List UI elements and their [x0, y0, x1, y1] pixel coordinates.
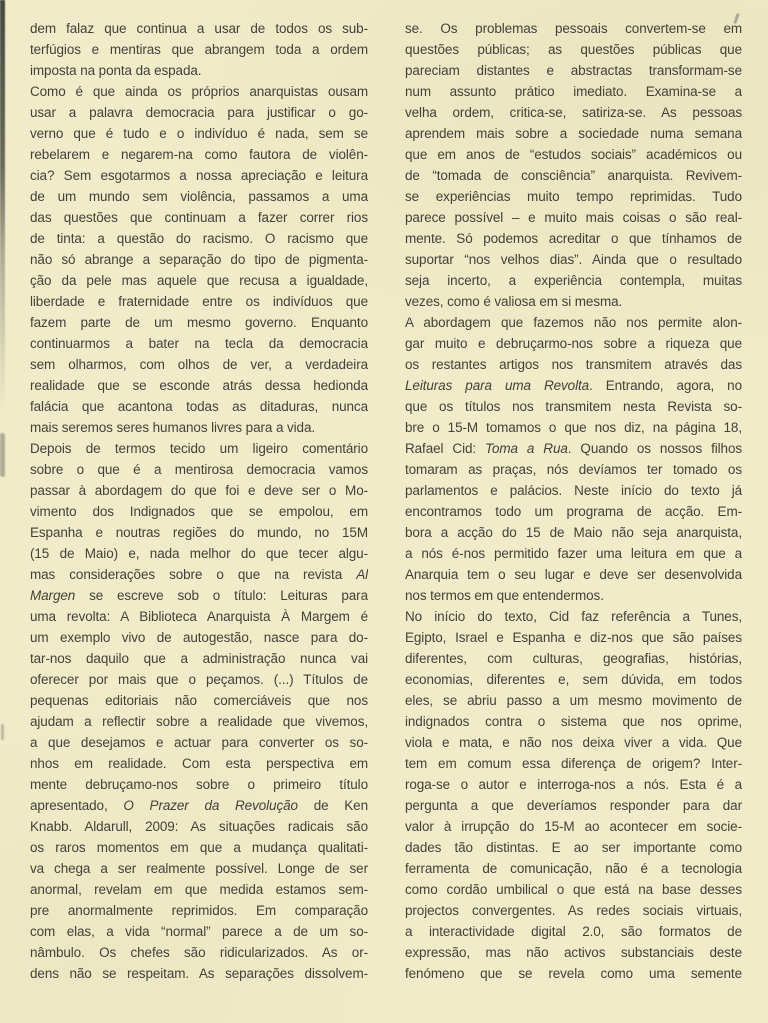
text-line: Egipto, Israel e Espanha e diz-nos que são países — [405, 630, 742, 645]
text-line: com elas, a vida “normal” parece a de um so- — [30, 924, 368, 939]
text-line: sem olharmos, com olhos de ver, a verdadeira — [30, 357, 368, 372]
text-line: fenómeno que se revela como uma semente — [405, 966, 742, 981]
text-line: mente debruçamo-nos sobre o primeiro título — [30, 777, 368, 792]
text-line: bora a acção do 15 de Maio não seja anarquista, — [405, 525, 742, 540]
text-line: nos termos em que entendermos. — [405, 588, 604, 603]
text-line: terfúgios e mentiras que abrangem toda a ordem — [30, 42, 368, 57]
text-line: velha ordem, critica-se, satiriza-se. As pessoas — [405, 105, 742, 120]
text-line: eles, se abriu passo a um mesmo movimento de — [405, 693, 742, 708]
text-line: A abordagem que fazemos não nos permite alon- — [405, 315, 742, 330]
text-line: economias, diferentes e, sem dúvida, em todos — [405, 672, 742, 687]
text-line: uma revolta: A Biblioteca Anarquista À Margem é — [30, 609, 368, 624]
text-line: a nós é-nos permitido fazer uma leitura em que a — [405, 546, 742, 561]
text-line: ção da pele mas aquele que recusa a igualdade, — [30, 273, 368, 288]
text-line: Anarquia tem o seu lugar e deve ser desenvolvida — [405, 567, 742, 582]
text-line: ferramenta de comunicação, não é a tecnologia — [405, 861, 742, 876]
text-line: realidade que se esconde atrás dessa hedionda — [30, 378, 368, 393]
text-line: No início do texto, Cid faz referência a Tunes, — [405, 609, 742, 624]
text-column-left — [30, 18, 368, 984]
text-line: gar muito e debruçarmo-nos sobre a riqueza que — [405, 336, 742, 351]
text-line: viola e mata, e não nos deixa viver a vida. Que — [405, 735, 742, 750]
text-line: a interactividade digital 2.0, são formatos de — [405, 924, 742, 939]
text-line: falácia que acantona todas as ditaduras, nunca — [30, 399, 368, 414]
text-line: pequenas editoriais não comerciáveis que nos — [30, 693, 368, 708]
text-line: bre o 15-M tomamos o que nos diz, na página 18, — [405, 420, 742, 435]
scan-edge-shadow — [0, 0, 5, 410]
text-line: que os títulos nos transmitem nesta Revista so- — [405, 399, 742, 414]
text-line: um exemplo vivo de autogestão, nasce para do- — [30, 630, 368, 645]
text-line: pareciam distantes e abstractas transformam-se — [405, 63, 742, 78]
text-line: imposta na ponta da espada. — [30, 63, 202, 78]
text-line: fazem parte de um mesmo governo. Enquanto — [30, 315, 368, 330]
text-line: oferecer por mais que o peçamos. (...) Títulos de — [30, 672, 368, 687]
text-line: verno que é tudo e o indivíduo é nada, sem se — [30, 126, 368, 141]
text-line: de um mundo sem violência, passamos a uma — [30, 189, 368, 204]
text-line: se experiências muito tempo reprimidas. Tudo — [405, 189, 742, 204]
text-line: pre anormalmente reprimidos. Em comparação — [30, 903, 368, 918]
text-line: liberdade e fraternidade entre os indivíduos que — [30, 294, 368, 309]
text-line: sobre o que é a mentirosa democracia vamos — [30, 462, 368, 477]
text-line: va chega a ser realmente possível. Longe de ser — [30, 861, 368, 876]
text-line: das questões que continuam a fazer correr rios — [30, 210, 368, 225]
text-line: que em anos de “estudos sociais” académicos ou — [405, 147, 742, 162]
scan-speck — [1, 724, 4, 740]
text-line: projectos convergentes. As redes sociais virtuais, — [405, 903, 742, 918]
text-line: a que desejamos e actuar para converter os so- — [30, 735, 368, 750]
text-line: não só abrange a separação do tipo de pigmenta- — [30, 252, 368, 267]
text-line: expressão, mas não activos substanciais deste — [405, 945, 742, 960]
text-line: ajudam a reflectir sobre a realidade que vivemos, — [30, 714, 368, 729]
text-line: Depois de termos tecido um ligeiro comentário — [30, 441, 368, 456]
text-line: mente. Só podemos acreditar o que tínhamos de — [405, 231, 742, 246]
text-line: indignados contra o sistema que nos oprime, — [405, 714, 742, 729]
text-line: parlamentos e palácios. Neste início do texto já — [405, 483, 742, 498]
text-line: (15 de Maio) e, nada melhor do que tecer algu- — [30, 546, 368, 561]
text-line: parece possível – e muito mais coisas o são real- — [405, 210, 742, 225]
scan-speck — [0, 433, 5, 477]
text-line: nâmbulo. Os chefes são ridicularizados. As or- — [30, 945, 368, 960]
text-line: apresentado, O Prazer da Revolução de Ken — [30, 798, 368, 813]
text-line: Rafael Cid: Toma a Rua. Quando os nossos filhos — [405, 441, 742, 456]
text-line: roga-se o autor e interroga-nos a nós. Esta é a — [405, 777, 742, 792]
text-line: dades tão distintas. E ao ser importante como — [405, 840, 742, 855]
text-line: dem falaz que continua a usar de todos os sub- — [30, 21, 368, 36]
text-line: de “tomada de consciência” anarquista. Revivem- — [405, 168, 742, 183]
text-line: dens não se respeitam. As separações dissolvem- — [30, 966, 368, 981]
text-line: se. Os problemas pessoais convertem-se em — [405, 21, 742, 36]
text-line: tem em comum essa diferença de origem? Inter- — [405, 756, 742, 771]
text-line: cia? Sem esgotarmos a nossa apreciação e leitura — [30, 168, 368, 183]
text-line: de tinta: a questão do racismo. O racismo que — [30, 231, 368, 246]
text-line: valor à irrupção do 15-M ao acontecer em socie- — [405, 819, 742, 834]
text-line: aprendem mais sobre a sociedade numa semana — [405, 126, 742, 141]
text-line: continuarmos a bater na tecla da democracia — [30, 336, 368, 351]
text-line: Margen se escreve sob o título: Leituras para — [30, 588, 368, 603]
text-line: passar à abordagem do que foi e deve ser o Mo- — [30, 483, 368, 498]
text-column-right — [405, 18, 742, 984]
text-line: num assunto prático imediato. Examina-se a — [405, 84, 742, 99]
text-line: diferentes, com culturas, geografias, histórias, — [405, 651, 742, 666]
text-line: mais seremos seres humanos livres para a vida. — [30, 420, 316, 435]
text-line: encontramos todo um programa de acção. Em- — [405, 504, 742, 519]
text-line: tar-nos daquilo que a administração nunca vai — [30, 651, 368, 666]
text-line: Como é que ainda os próprios anarquistas ousam — [30, 84, 368, 99]
text-line: Knabb. Aldarull, 2009: As situações radicais são — [30, 819, 368, 834]
text-line: vimento dos Indignados que se empolou, em — [30, 504, 368, 519]
text-line: como cordão umbilical o que está na base desses — [405, 882, 742, 897]
text-line: mas considerações sobre o que na revista Al — [30, 567, 368, 582]
text-line: vezes, como é valiosa em si mesma. — [405, 294, 623, 309]
text-line: questões públicas; as questões públicas que — [405, 42, 742, 57]
text-line: seja incerto, a experiência contempla, muitas — [405, 273, 742, 288]
text-line: tomaram as praças, nós devíamos ter tomado os — [405, 462, 742, 477]
text-line: pergunta a que deveríamos responder para dar — [405, 798, 742, 813]
text-line: rebelarem e negarem-na como fautora de violên- — [30, 147, 368, 162]
text-line: Leituras para uma Revolta. Entrando, agora, no — [405, 378, 742, 393]
text-line: os restantes artigos nos transmitem através das — [405, 357, 742, 372]
text-line: usar a palavra democracia para justificar o go- — [30, 105, 368, 120]
text-line: anormal, revelam em que medida estamos sem- — [30, 882, 368, 897]
text-line: Espanha e noutras regiões do mundo, no 15M — [30, 525, 368, 540]
text-line: nhos em realidade. Com esta perspectiva em — [30, 756, 368, 771]
text-line: suportar “nos velhos dias”. Ainda que o resultado — [405, 252, 742, 267]
text-line: os raros momentos em que a mudança qualitati- — [30, 840, 368, 855]
